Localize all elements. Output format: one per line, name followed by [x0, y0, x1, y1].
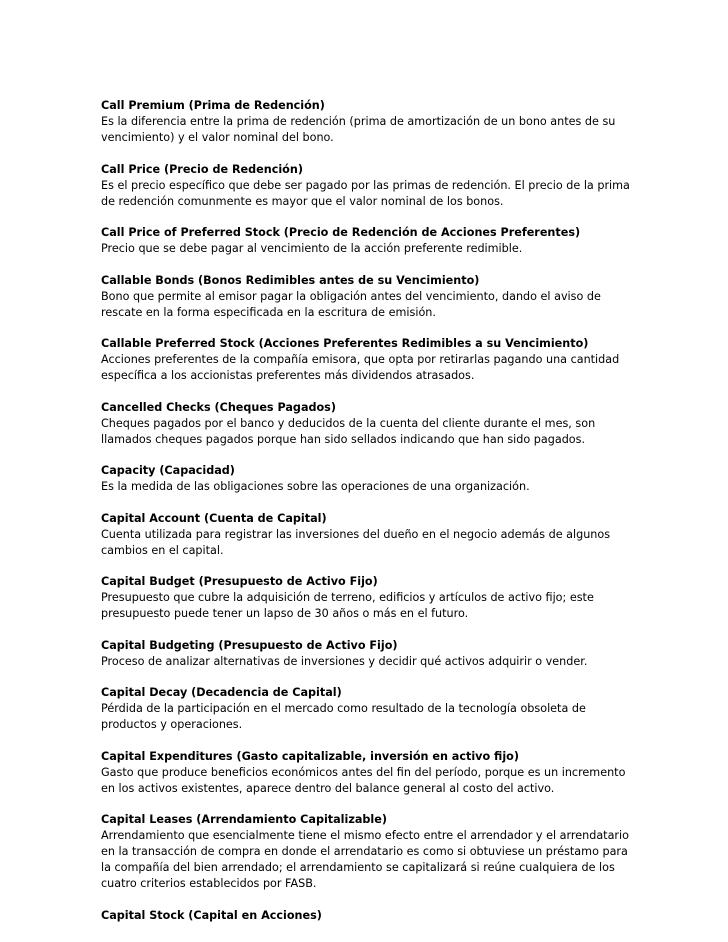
entry-term: Capacity (Capacidad): [101, 464, 235, 477]
entry-definition: Cheques pagados por el banco y deducidos de la cuenta del cliente durante el mes, son llamados cheques pagados porque han sido sellados indicando que han sido pagados.: [101, 416, 596, 446]
entry-term: Call Price of Preferred Stock (Precio de Redención de Acciones Preferentes): [101, 226, 581, 239]
entry-term: Capital Leases (Arrendamiento Capitalizable): [101, 813, 387, 826]
glossary-entry-capital-leases: [101, 812, 631, 892]
glossary-entry-call-price: [101, 162, 631, 210]
entry-definition: Precio que se debe pagar al vencimiento de la acción preferente redimible.: [101, 242, 523, 255]
glossary-entry-capital-account: [101, 511, 631, 559]
entry-term: Cancelled Checks (Cheques Pagados): [101, 400, 336, 414]
entry-definition: Acciones preferentes de la compañía emisora, que opta por retirarlas pagando una cantidad específica a los accionistas preferentes más dividendos atrasados.: [101, 353, 620, 382]
glossary-entry-capital-budget: [101, 574, 631, 622]
glossary-entry-call-price-preferred-stock: [101, 225, 631, 257]
entry-term: Capital Account (Cuenta de Capital): [101, 511, 327, 525]
entry-definition: Presupuesto que cubre la adquisición de terreno, edificios y artículos de activo fijo; este presupuesto puede tener un lapso de 30 años o más en el futuro.: [101, 591, 594, 620]
glossary-entry-capital-stock: [101, 908, 631, 924]
entry-term: Capital Budget (Presupuesto de Activo Fijo): [101, 575, 378, 588]
entry-definition: Es la medida de las obligaciones sobre las operaciones de una organización.: [101, 480, 530, 493]
entry-definition: Es la diferencia entre la prima de redención (prima de amortización de un bono antes de su vencimiento) y el valor nominal del bono.: [101, 115, 616, 144]
entry-term: Capital Expenditures (Gasto capitalizable, inversión en activo fijo): [101, 749, 519, 763]
glossary-entry-callable-preferred-stock: [101, 336, 631, 384]
entry-term: Callable Bonds (Bonos Redimibles antes de su Vencimiento): [101, 273, 480, 287]
glossary-entry-cancelled-checks: [101, 400, 631, 448]
entry-term: Capital Stock (Capital en Acciones): [101, 908, 322, 922]
entry-term: Call Premium (Prima de Redención): [101, 99, 325, 112]
entry-definition: Arrendamiento que esencialmente tiene el mismo efecto entre el arrendador y el arrendatario en la transacción de compra en donde el arrendatario es como si obtuviese un préstamo para la compañía del bien arrendado; el arrendamiento se capitalizará si reúne cualquiera de los cuatro criterios establecidos por FASB.: [101, 829, 629, 890]
glossary-entry-call-premium: [101, 98, 631, 146]
entry-term: Call Price (Precio de Redención): [101, 162, 303, 176]
entry-definition: Proceso de analizar alternativas de inversiones y decidir qué activos adquirir o vender.: [101, 654, 588, 668]
glossary-entry-capital-decay: [101, 685, 631, 733]
entry-term: Capital Budgeting (Presupuesto de Activo Fijo): [101, 638, 398, 652]
entry-term: Callable Preferred Stock (Acciones Preferentes Redimibles a su Vencimiento): [101, 337, 589, 350]
glossary-entry-callable-bonds: [101, 273, 631, 321]
entry-definition: Bono que permite al emisor pagar la obligación antes del vencimiento, dando el aviso de rescate en la forma especificada en la escritura de emisión.: [101, 289, 601, 319]
glossary-page: [101, 98, 631, 939]
entry-definition: Gasto que produce beneficios económicos antes del fin del período, porque es un incremento en los activos existentes, aparece dentro del balance general al costo del activo.: [101, 765, 626, 795]
glossary-entry-capital-expenditures: [101, 749, 631, 797]
entry-definition: Cuenta utilizada para registrar las inversiones del dueño en el negocio además de algunos cambios en el capital.: [101, 527, 611, 557]
entry-definition: Es el precio específico que debe ser pagado por las primas de redención. El precio de la prima de redención comunmente es mayor que el valor nominal de los bonos.: [101, 178, 630, 208]
glossary-entry-capital-budgeting: [101, 638, 631, 670]
glossary-entry-capacity: [101, 463, 631, 495]
entry-definition: Pérdida de la participación en el mercado como resultado de la tecnología obsoleta de productos y operaciones.: [101, 702, 586, 731]
entry-term: Capital Decay (Decadencia de Capital): [101, 686, 342, 699]
